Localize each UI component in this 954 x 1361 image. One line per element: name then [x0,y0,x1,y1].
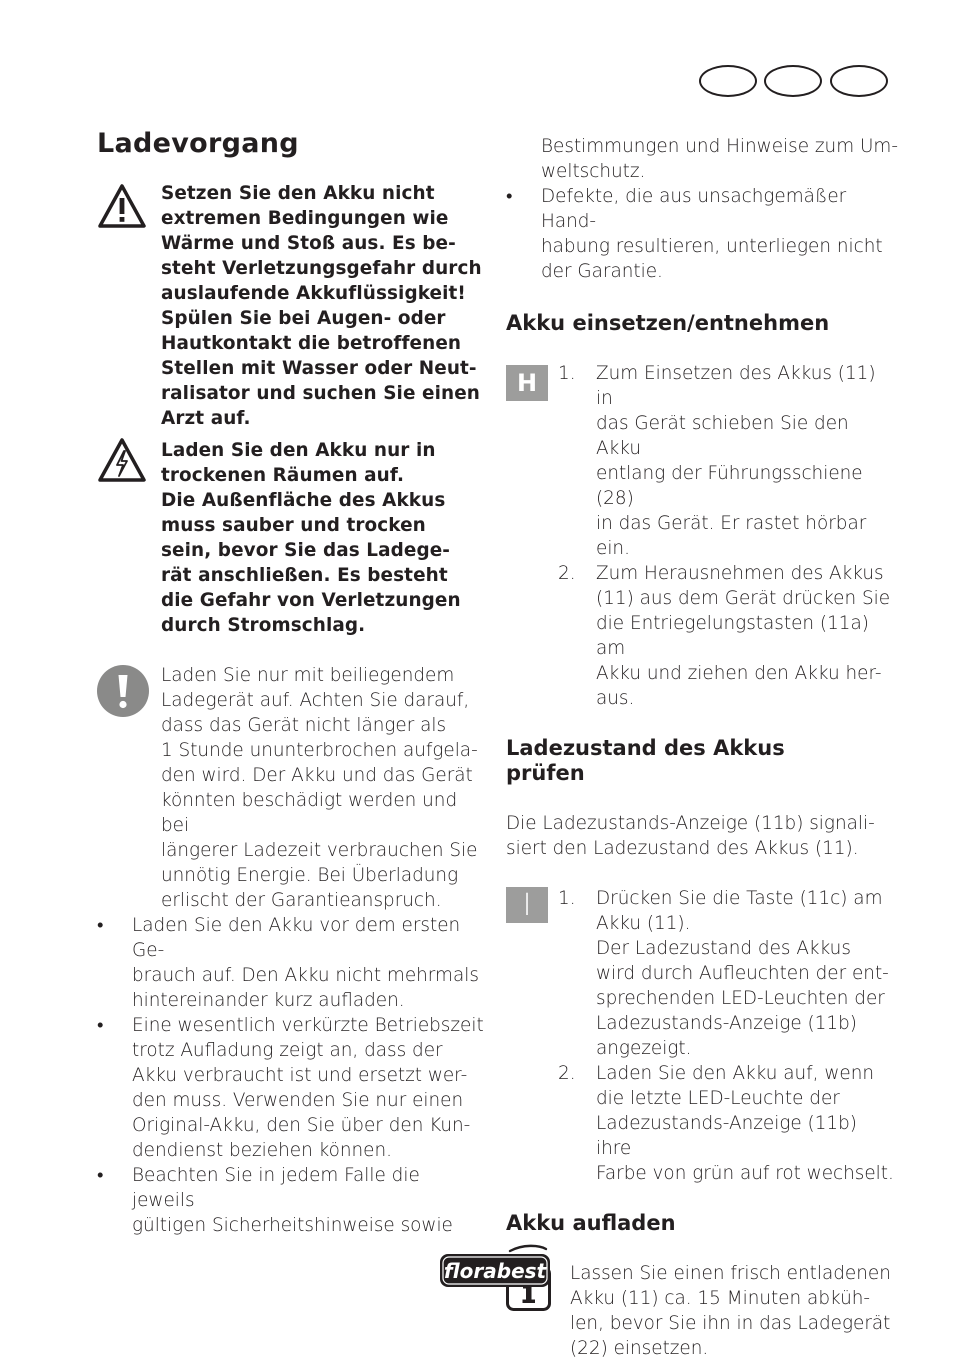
language-oval [699,65,757,97]
caution-block [97,663,487,913]
list-item [97,913,487,1013]
text-line: dendienst beziehen können. [132,1140,392,1161]
insert-remove-steps [506,361,898,711]
bullet-continuation [506,134,898,184]
text-line: Laden Sie den Akku vor dem ersten Ge- [132,915,461,961]
florabest-logo [438,1243,552,1291]
text-line: muss sauber und trocken [161,515,426,536]
logo-text: florabest [443,1259,547,1283]
text-line: Akku (11). [596,913,691,934]
text-line: sprechenden LED-Leuchten der [596,988,885,1009]
info-block [506,1261,898,1361]
step-list [506,361,898,711]
right-column [506,134,898,1361]
caution-text [161,663,487,913]
page-title: Ladevorgang [97,128,299,159]
text-line: Lassen Sie einen frisch entladenen [570,1263,891,1284]
step-number: 2. [558,1063,576,1084]
text-line: habung resultieren, unterliegen nicht [541,236,883,257]
text-line: Zum Herausnehmen des Akkus [596,563,884,584]
text-line: längerer Ladezeit verbrauchen Sie [161,840,478,861]
text-line: Akku verbraucht ist und ersetzt wer- [132,1065,468,1086]
text-line: Ladegerät auf. Achten Sie darauf, [161,690,470,711]
text-line: extremen Bedingungen wie [161,208,449,229]
list-item [97,1013,487,1163]
section-heading: Ladezustand des Akkus prüfen [506,736,785,785]
section-heading: Akku einsetzen/entnehmen [506,311,830,335]
charge-state-steps [506,886,898,1186]
text-line: Setzen Sie den Akku nicht [161,183,435,204]
text-line: hintereinander kurz aufladen. [132,990,405,1011]
text-line: erlischt der Garantieanspruch. [161,890,442,911]
language-oval [764,65,822,97]
text-line: Laden Sie den Akku auf, wenn [596,1063,875,1084]
step-list [506,886,898,1186]
text-line: der Garantie. [541,261,663,282]
text-line: ralisator und suchen Sie einen [161,383,480,404]
text-line: Ladezustands-Anzeige (11b) ihre [596,1113,857,1159]
text-line: die Gefahr von Verletzungen [161,590,461,611]
charge-state-intro [506,811,898,861]
text-line: Stellen mit Wasser oder Neut- [161,358,477,379]
electric-warning-icon [97,437,147,483]
step-number: 1. [558,363,576,384]
text-line: (11) aus dem Gerät drücken Sie [596,588,891,609]
info-text [570,1261,898,1361]
text-line: Farbe von grün auf rot wechselt. [596,1163,894,1184]
figure-label-h: H [506,365,548,401]
warning-block-electric [97,438,487,663]
step-number: 2. [558,563,576,584]
text-line: len, bevor Sie ihn in das Ladegerät [570,1313,891,1334]
text-line: angezeigt. [596,1038,692,1059]
left-bullet-list [97,913,487,1238]
warning-block-heat [97,181,487,438]
text-line: trotz Aufladung zeigt an, dass der [132,1040,443,1061]
text-line: trockenen Räumen auf. [161,465,405,486]
text-line: sein, bevor Sie das Ladege- [161,540,451,561]
text-line: den wird. Der Akku und das Gerät [161,765,473,786]
warning-text [161,181,487,431]
text-line: Die Ladezustands-Anzeige (11b) signali- [506,813,875,834]
text-line: Laden Sie den Akku nur in [161,440,436,461]
text-line: Bestimmungen und Hinweise zum Um- [541,136,898,157]
text-line: auslaufende Akkuflüssigkeit! [161,283,466,304]
text-line: Arzt auf. [161,408,251,429]
right-bullet-list [506,184,898,284]
text-line: Beachten Sie in jedem Falle die jeweils [132,1165,420,1211]
step-item [506,561,898,711]
text-line: den muss. Verwenden Sie nur einen [132,1090,464,1111]
text-line: dass das Gerät nicht länger als [161,715,447,736]
left-column [97,126,487,1238]
text-line: Zum Einsetzen des Akkus (11) in [596,363,876,409]
figure-label-i: I [506,887,548,923]
text-line: in das Gerät. Er rastet hörbar ein. [596,513,867,559]
text-line: steht Verletzungsgefahr durch [161,258,482,279]
text-line: Eine wesentlich verkürzte Betriebszeit [132,1015,484,1036]
text-line: Wärme und Stoß aus. Es be- [161,233,456,254]
step-text [596,886,898,1061]
text-line: unnötig Energie. Bei Überladung [161,865,459,886]
text-line: Der Ladezustand des Akkus [596,938,851,959]
text-line: entlang der Führungsschiene (28) [596,463,863,509]
text-line: Original-Akku, den Sie über den Kun- [132,1115,471,1136]
text-line: Hautkontakt die betroffenen [161,333,462,354]
text-line: rät anschließen. Es besteht [161,565,448,586]
text-line: Ladezustands-Anzeige (11b) [596,1013,857,1034]
exclamation-circle-icon [97,665,149,717]
text-line: durch Stromschlag. [161,615,366,636]
text-line: Akku und ziehen den Akku her- [596,663,882,684]
text-line: Laden Sie nur mit beiliegendem [161,665,455,686]
text-line: (22) einsetzen. [570,1338,709,1359]
text-line: die Entriegelungstasten (11a) am [596,613,869,659]
text-line: die letzte LED-Leuchte der [596,1088,840,1109]
list-item [97,1163,487,1238]
language-ovals [699,65,889,99]
text-line: das Gerät schieben Sie den Akku [596,413,849,459]
step-text [596,561,898,711]
step-item [506,1061,898,1186]
step-item [506,361,898,561]
section-heading: Akku aufladen [506,1211,676,1235]
text-line: Defekte, die aus unsachgemäßer Hand- [541,186,847,232]
text-line: weltschutz. [541,161,646,182]
step-item [506,886,898,1061]
step-number: 1. [558,888,576,909]
text-line: Drücken Sie die Taste (11c) am [596,888,883,909]
warning-text [161,438,487,638]
text-line: brauch auf. Den Akku nicht mehrmals [132,965,479,986]
step-text [596,1061,898,1186]
text-line: könnten beschädigt werden und bei [161,790,458,836]
text-line: siert den Ladezustand des Akkus (11). [506,838,859,859]
text-line: Spülen Sie bei Augen- oder [161,308,446,329]
language-oval [830,65,888,97]
text-line: wird durch Aufleuchten der ent- [596,963,889,984]
text-line: aus. [596,688,635,709]
text-line: Akku (11) ca. 15 Minuten abküh- [570,1288,871,1309]
warning-triangle-icon [97,183,147,229]
step-text [596,361,898,561]
text-line: Die Außenfläche des Akkus [161,490,446,511]
text-line: 1 Stunde ununterbrochen aufgela- [161,740,478,761]
text-line: gültigen Sicherheitshinweise sowie [132,1215,453,1236]
list-item [506,184,898,284]
